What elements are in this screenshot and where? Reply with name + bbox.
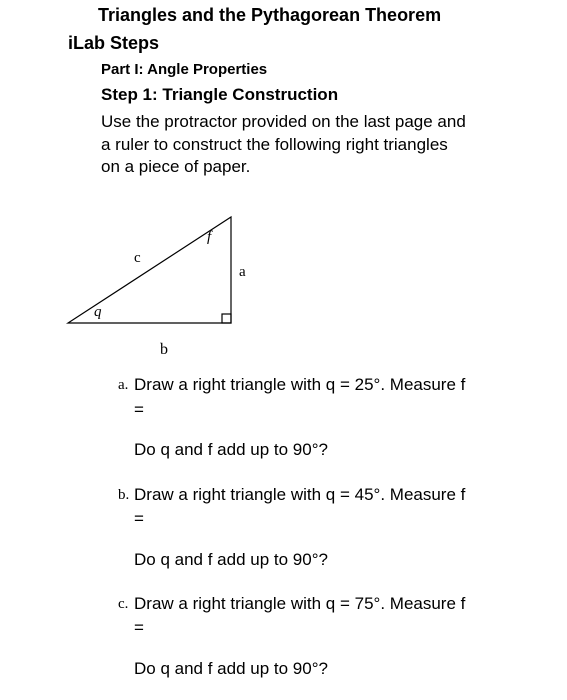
label-q: q [94,304,102,320]
step-heading: Step 1: Triangle Construction [101,85,339,104]
label-f: f [207,229,212,245]
question-text: Draw a right triangle with q = 45°. Measure f [134,485,466,504]
label-b: b [160,341,168,358]
question-marker: c. [118,596,129,612]
right-angle-marker [222,314,231,323]
answer-blank: = [134,400,144,419]
page-title: Triangles and the Pythagorean Theorem [98,5,442,25]
question-marker: b. [118,487,130,503]
question-followup: Do q and f add up to 90°? [134,440,328,459]
label-a: a [239,264,246,280]
part-heading: Part I: Angle Properties [101,61,268,78]
instruction-line: Use the protractor provided on the last page and [101,112,466,131]
question-text: Draw a right triangle with q = 25°. Measure f [134,375,466,394]
question-marker: a. [118,377,129,393]
instruction-line: on a piece of paper. [101,157,251,176]
section-heading: iLab Steps [68,33,160,53]
question-text: Draw a right triangle with q = 75°. Measure f [134,594,466,613]
label-c: c [134,250,141,266]
answer-blank: = [134,618,144,637]
instruction-line: a ruler to construct the following right triangles [101,134,448,154]
answer-blank: = [134,509,144,528]
question-followup: Do q and f add up to 90°? [134,550,328,569]
question-followup: Do q and f add up to 90°? [134,659,328,678]
